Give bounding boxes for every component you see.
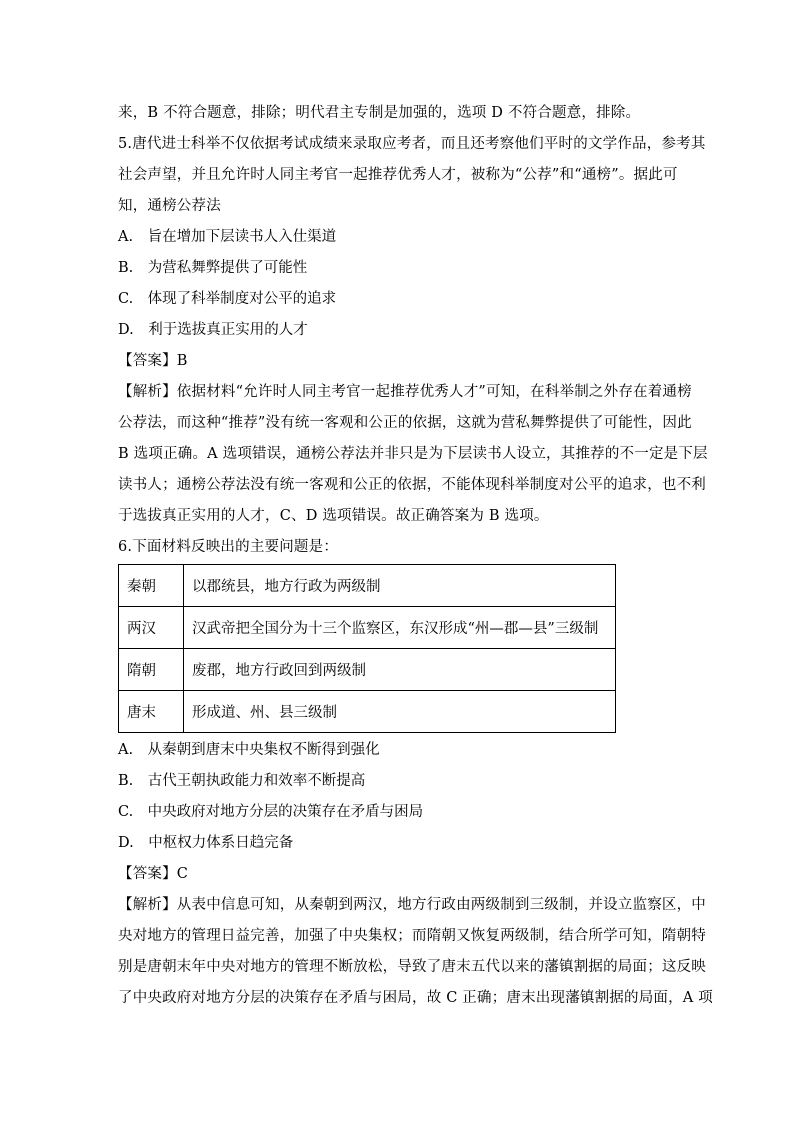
q5-analysis-line-3: B 选项正确。A 选项错误，通榜公荐法并非只是为下层读书人设立，其推荐的不一定是下层 [118, 446, 708, 462]
q5-option-a: A. 旨在增加下层读书人入仕渠道 [118, 229, 337, 245]
q5-analysis-line-4: 读书人；通榜公荐法没有统一客观和公正的依据，不能体现科举制度对公平的追求，也不利 [118, 477, 706, 493]
table-cell-desc: 以郡统县，地方行政为两级制 [184, 565, 616, 607]
q6-answer: 【答案】C [118, 866, 189, 882]
q6-analysis-line-3: 别是唐朝末年中央对地方的管理不断放松，导致了唐末五代以来的藩镇割据的局面；这反映 [118, 959, 706, 975]
q5-option-d: D. 利于选拔真正实用的人才 [118, 322, 308, 338]
q5-option-b: B. 为营私舞弊提供了可能性 [118, 260, 308, 276]
q6-analysis-line-2: 央对地方的管理日益完善，加强了中央集权；而隋朝又恢复两级制，结合所学可知，隋朝特 [118, 928, 706, 944]
table-cell-period: 唐末 [119, 691, 184, 733]
table-cell-period: 两汉 [119, 607, 184, 649]
table-cell-period: 秦朝 [119, 565, 184, 607]
q6-option-c: C. 中央政府对地方分层的决策存在矛盾与困局 [118, 804, 424, 820]
table-cell-desc: 形成道、州、县三级制 [184, 691, 616, 733]
q5-stem-line-3: 知，通榜公荐法 [118, 198, 221, 214]
table-row [119, 607, 616, 649]
q5-analysis-line-1: 【解析】依据材料“允许时人同主考官一起推荐优秀人才”可知，在科举制之外存在着通榜 [118, 384, 692, 400]
q6-option-a: A. 从秦朝到唐末中央集权不断得到强化 [118, 742, 380, 758]
table-cell-desc: 汉武帝把全国分为十三个监察区，东汉形成“州—郡—县”三级制 [184, 607, 616, 649]
q5-analysis-line-2: 公荐法，而这种“推荐”没有统一客观和公正的依据，这就为营私舞弊提供了可能性，因此 [118, 415, 692, 431]
q6-analysis-line-4: 了中央政府对地方分层的决策存在矛盾与困局，故 C 正确；唐末出现藩镇割据的局面，A 项 [118, 990, 713, 1006]
table-cell-desc: 废郡，地方行政回到两级制 [184, 649, 616, 691]
q6-stem: 6.下面材料反映出的主要问题是： [118, 539, 339, 555]
q5-option-c: C. 体现了科举制度对公平的追求 [118, 291, 337, 307]
q5-analysis-line-5: 于选拔真正实用的人才，C、D 选项错误。故正确答案为 B 选项。 [118, 508, 549, 524]
q5-stem-line-2: 社会声望，并且允许时人同主考官一起推荐优秀人才，被称为“公荐”和“通榜”。据此可 [118, 167, 678, 183]
table-row [119, 691, 616, 733]
q6-option-b: B. 古代王朝执政能力和效率不断提高 [118, 773, 366, 789]
q6-material-table [118, 564, 616, 733]
q5-stem-line-1: 5.唐代进士科举不仅依据考试成绩来录取应考者，而且还考察他们平时的文学作品，参考其 [118, 136, 706, 152]
table-row [119, 565, 616, 607]
table-row [119, 649, 616, 691]
table-cell-period: 隋朝 [119, 649, 184, 691]
q6-option-d: D. 中枢权力体系日趋完备 [118, 835, 294, 851]
q5-answer: 【答案】B [118, 353, 188, 369]
prev-explanation-line: 来，B 不符合题意，排除；明代君主专制是加强的，选项 D 不符合题意，排除。 [118, 105, 641, 121]
q6-analysis-line-1: 【解析】从表中信息可知，从秦朝到两汉，地方行政由两级制到三级制，并设立监察区，中 [118, 897, 706, 913]
